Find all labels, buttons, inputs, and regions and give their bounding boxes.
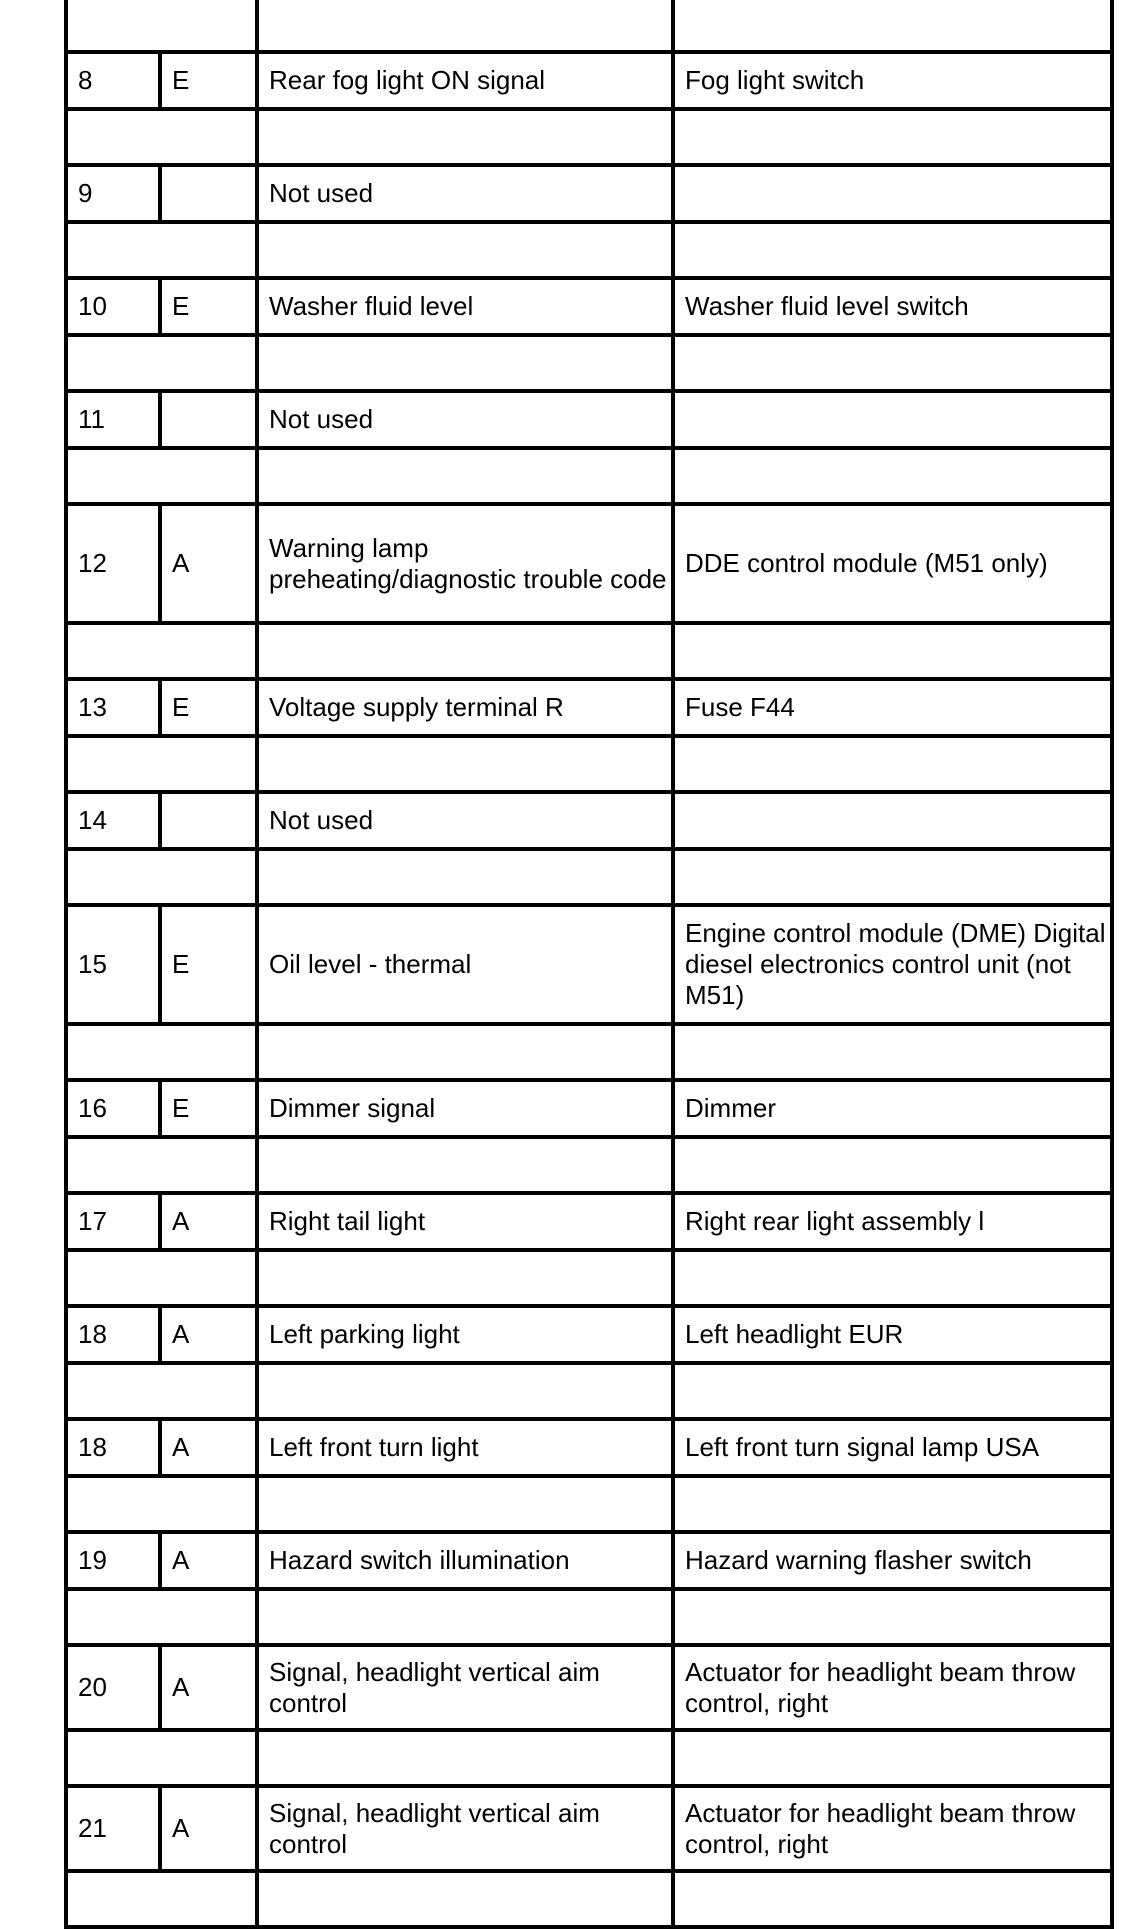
spacer-cell <box>257 1024 673 1080</box>
table-row <box>66 52 1112 109</box>
spacer-row <box>66 1589 1112 1645</box>
spacer-cell <box>66 849 257 905</box>
type-cell: A <box>160 1193 257 1250</box>
connection-cell: Engine control module (DME) Digital diesel electronics control unit (not M51) <box>673 905 1112 1024</box>
spacer-cell <box>66 222 257 278</box>
type-cell: E <box>160 679 257 736</box>
spacer-row <box>66 335 1112 391</box>
description-cell: Right tail light <box>257 1193 673 1250</box>
connection-cell: Left headlight EUR <box>673 1306 1112 1363</box>
pin-cell: 21 <box>66 1786 160 1871</box>
connection-cell: Washer fluid level switch <box>673 278 1112 335</box>
spacer-cell <box>257 1589 673 1645</box>
description-cell: Rear fog light ON signal <box>257 52 673 109</box>
spacer-cell <box>257 1137 673 1193</box>
spacer-cell <box>673 1363 1112 1419</box>
spacer-cell <box>673 1250 1112 1306</box>
table-row <box>66 278 1112 335</box>
spacer-cell <box>66 1250 257 1306</box>
table-row <box>66 165 1112 222</box>
spacer-row <box>66 1730 1112 1786</box>
pin-cell: 14 <box>66 792 160 849</box>
spacer-cell <box>673 1024 1112 1080</box>
table-row <box>66 391 1112 448</box>
description-cell: Left parking light <box>257 1306 673 1363</box>
spacer-row <box>66 1363 1112 1419</box>
spacer-cell <box>673 1871 1112 1927</box>
connection-cell <box>673 792 1112 849</box>
spacer-cell <box>257 222 673 278</box>
spacer-row <box>66 109 1112 165</box>
spacer-cell <box>66 0 257 52</box>
type-cell: A <box>160 1306 257 1363</box>
pin-table-body <box>66 0 1112 1927</box>
connection-cell: Dimmer <box>673 1080 1112 1137</box>
spacer-cell <box>257 736 673 792</box>
spacer-row <box>66 1024 1112 1080</box>
connection-cell: Fuse F44 <box>673 679 1112 736</box>
description-cell: Oil level - thermal <box>257 905 673 1024</box>
description-cell: Hazard switch illumination <box>257 1532 673 1589</box>
spacer-cell <box>257 1476 673 1532</box>
spacer-row <box>66 623 1112 679</box>
spacer-cell <box>66 1476 257 1532</box>
spacer-row <box>66 222 1112 278</box>
table-row <box>66 905 1112 1024</box>
pin-cell: 15 <box>66 905 160 1024</box>
pin-cell: 9 <box>66 165 160 222</box>
description-cell: Signal, headlight vertical aim control <box>257 1786 673 1871</box>
spacer-cell <box>673 1730 1112 1786</box>
type-cell: A <box>160 504 257 623</box>
spacer-cell <box>257 1871 673 1927</box>
spacer-row <box>66 0 1112 52</box>
table-row <box>66 1080 1112 1137</box>
type-cell: E <box>160 905 257 1024</box>
spacer-cell <box>673 623 1112 679</box>
description-cell: Washer fluid level <box>257 278 673 335</box>
table-row <box>66 792 1112 849</box>
type-cell: E <box>160 278 257 335</box>
pin-cell: 13 <box>66 679 160 736</box>
pin-cell: 12 <box>66 504 160 623</box>
spacer-cell <box>66 1024 257 1080</box>
spacer-cell <box>673 1589 1112 1645</box>
table-row <box>66 504 1112 623</box>
description-cell: Voltage supply terminal R <box>257 679 673 736</box>
description-cell: Not used <box>257 391 673 448</box>
description-cell: Not used <box>257 165 673 222</box>
spacer-cell <box>66 623 257 679</box>
type-cell <box>160 391 257 448</box>
pin-cell: 8 <box>66 52 160 109</box>
description-cell: Signal, headlight vertical aim control <box>257 1645 673 1730</box>
connection-cell <box>673 391 1112 448</box>
spacer-cell <box>66 335 257 391</box>
type-cell <box>160 792 257 849</box>
spacer-cell <box>257 109 673 165</box>
spacer-row <box>66 1476 1112 1532</box>
connection-cell: Actuator for headlight beam throw control, right <box>673 1645 1112 1730</box>
spacer-cell <box>257 1363 673 1419</box>
spacer-row <box>66 1137 1112 1193</box>
spacer-cell <box>66 448 257 504</box>
spacer-cell <box>673 736 1112 792</box>
spacer-cell <box>66 1730 257 1786</box>
pin-cell: 10 <box>66 278 160 335</box>
table-row <box>66 1532 1112 1589</box>
spacer-cell <box>673 0 1112 52</box>
table-row <box>66 1419 1112 1476</box>
spacer-cell <box>673 109 1112 165</box>
connection-cell: Fog light switch <box>673 52 1112 109</box>
spacer-cell <box>257 0 673 52</box>
spacer-cell <box>66 1137 257 1193</box>
spacer-cell <box>673 1137 1112 1193</box>
spacer-cell <box>257 448 673 504</box>
pin-assignment-table <box>64 0 1114 1929</box>
table-row <box>66 1193 1112 1250</box>
spacer-cell <box>673 335 1112 391</box>
spacer-cell <box>257 1730 673 1786</box>
type-cell: E <box>160 1080 257 1137</box>
spacer-cell <box>673 448 1112 504</box>
pin-cell: 17 <box>66 1193 160 1250</box>
connection-cell: Actuator for headlight beam throw control, right <box>673 1786 1112 1871</box>
type-cell: E <box>160 52 257 109</box>
spacer-row <box>66 448 1112 504</box>
table-row <box>66 1786 1112 1871</box>
spacer-row <box>66 1250 1112 1306</box>
type-cell: A <box>160 1532 257 1589</box>
table-row <box>66 679 1112 736</box>
connection-cell: Hazard warning flasher switch <box>673 1532 1112 1589</box>
pin-cell: 11 <box>66 391 160 448</box>
spacer-cell <box>66 1363 257 1419</box>
description-cell: Left front turn light <box>257 1419 673 1476</box>
spacer-cell <box>257 1250 673 1306</box>
pin-cell: 16 <box>66 1080 160 1137</box>
spacer-cell <box>673 849 1112 905</box>
description-cell: Warning lamp preheating/diagnostic trouble code <box>257 504 673 623</box>
spacer-cell <box>257 849 673 905</box>
pin-cell: 20 <box>66 1645 160 1730</box>
spacer-cell <box>66 736 257 792</box>
pin-cell: 18 <box>66 1419 160 1476</box>
description-cell: Not used <box>257 792 673 849</box>
connection-cell <box>673 165 1112 222</box>
table-row <box>66 1645 1112 1730</box>
type-cell: A <box>160 1645 257 1730</box>
spacer-cell <box>257 335 673 391</box>
spacer-cell <box>66 1589 257 1645</box>
connection-cell: Right rear light assembly l <box>673 1193 1112 1250</box>
spacer-cell <box>673 222 1112 278</box>
type-cell: A <box>160 1419 257 1476</box>
connection-cell: DDE control module (M51 only) <box>673 504 1112 623</box>
spacer-row <box>66 1871 1112 1927</box>
spacer-cell <box>673 1476 1112 1532</box>
table-row <box>66 1306 1112 1363</box>
spacer-cell <box>257 623 673 679</box>
spacer-row <box>66 736 1112 792</box>
description-cell: Dimmer signal <box>257 1080 673 1137</box>
pin-cell: 18 <box>66 1306 160 1363</box>
spacer-cell <box>66 109 257 165</box>
spacer-cell <box>66 1871 257 1927</box>
spacer-row <box>66 849 1112 905</box>
type-cell <box>160 165 257 222</box>
pin-cell: 19 <box>66 1532 160 1589</box>
connection-cell: Left front turn signal lamp USA <box>673 1419 1112 1476</box>
type-cell: A <box>160 1786 257 1871</box>
